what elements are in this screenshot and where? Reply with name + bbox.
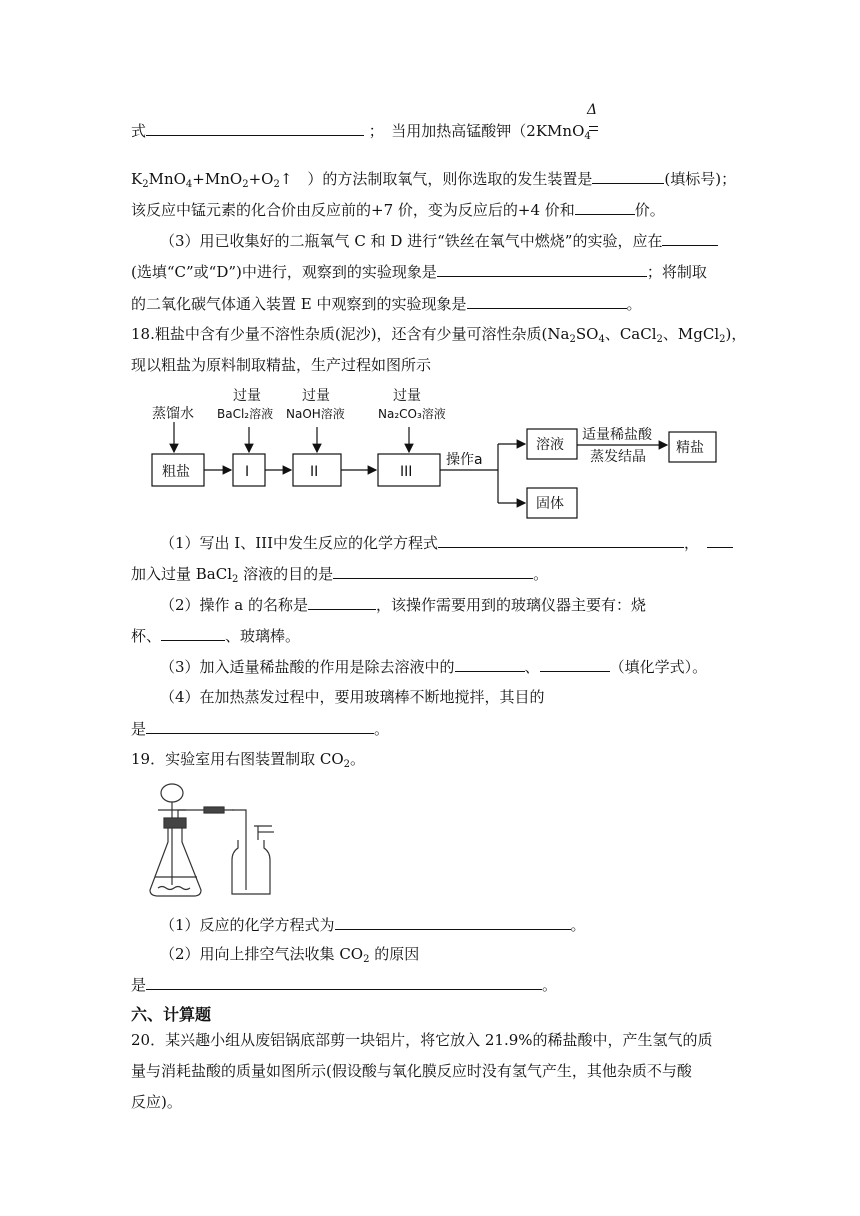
- evaporation-label: 蒸发结晶: [590, 449, 646, 465]
- funnel-bulb: [161, 784, 183, 802]
- answer-blank[interactable]: [437, 260, 647, 277]
- q20-line3: 反应)。: [131, 1093, 182, 1111]
- answer-blank[interactable]: [146, 119, 364, 136]
- q18-sub4: （4）在加热蒸发过程中，要用玻璃棒不断地搅拌，其目的: [160, 688, 545, 706]
- section-heading: 六、计算题: [131, 1005, 212, 1024]
- q17-line4: （3）用已收集好的二瓶氧气 C 和 D 进行“铁丝在氧气中燃烧”的实验，应在: [160, 229, 718, 252]
- q19-sub1: （1）反应的化学方程式为 。: [160, 913, 586, 936]
- salt-purification-flow-diagram: [130, 382, 730, 522]
- reagent1-qty: 过量: [233, 388, 261, 404]
- answer-blank[interactable]: [592, 167, 664, 184]
- acid-label: 适量稀盐酸: [582, 427, 652, 443]
- q18-sub2-line2: 杯、 、玻璃棒。: [131, 624, 300, 647]
- stopper: [164, 818, 186, 828]
- crude-salt-label: 粗盐: [162, 464, 190, 480]
- answer-blank[interactable]: [575, 198, 635, 215]
- step2-label: II: [310, 464, 319, 480]
- q18-sub1: （1）写出 I、III中发生反应的化学方程式 ，: [160, 531, 733, 554]
- delivery-tube: [178, 810, 246, 842]
- fine-salt-label: 精盐: [676, 440, 704, 456]
- q18-sub1-line2: 加入过量 BaCl$_2$ 溶液的目的是 。: [131, 562, 548, 591]
- answer-blank[interactable]: [333, 562, 533, 579]
- answer-blank[interactable]: [707, 531, 733, 548]
- rubber-connector: [204, 807, 224, 813]
- answer-blank[interactable]: [335, 913, 571, 930]
- step3-label: III: [400, 464, 413, 480]
- q18-sub2: （2）操作 a 的名称是 ，该操作需要用到的玻璃仪器主要有：烧: [160, 593, 646, 616]
- q19-sub2: （2）用向上排空气法收集 $CO_2$ 的原因: [160, 945, 420, 965]
- answer-blank[interactable]: [146, 717, 374, 734]
- q20-line1: 20．某兴趣小组从废铝锅底部剪一块铝片，将它放入 21.9%的稀盐酸中，产生氢气的质: [131, 1031, 713, 1049]
- answer-blank[interactable]: [161, 624, 225, 641]
- q18-title-line2: 现以粗盐为原料制取精盐，生产过程如图所示: [131, 356, 432, 374]
- reagent2-label: NaOH溶液: [286, 407, 345, 421]
- q18-sub3: （3）加入适量稀盐酸的作用是除去溶液中的 、 （填化学式）。: [160, 655, 707, 678]
- q19-title: 19．实验室用右图装置制取 $CO_2$。: [131, 750, 366, 770]
- step1-label: I: [245, 464, 250, 480]
- reagent2-qty: 过量: [302, 388, 330, 404]
- collecting-bottle: [232, 840, 270, 894]
- reaction-arrow-line: [589, 130, 598, 131]
- q17-line2: $K_2MnO_4+MnO_2+O_2↑$ ）的方法制取氧气，则你选取的发生装置是 (填标号)；: [131, 167, 736, 196]
- q18-title: 18.粗盐中含有少量不溶性杂质(泥沙)，还含有少量可溶性杂质($Na_2SO_4$、CaCl$_2$、MgCl$_2$)，: [131, 325, 747, 345]
- answer-blank[interactable]: [467, 292, 627, 309]
- q17-line6: 的二氧化碳气体通入装置 E 中观察到的实验现象是 。: [131, 292, 642, 315]
- co2-apparatus-diagram: [146, 780, 286, 905]
- reaction-arrow-line: [589, 126, 598, 127]
- q17-line1: 式 ； 当用加热高锰酸钾（2KMnO$_4$: [131, 119, 591, 148]
- distilled-water-label: 蒸馏水: [152, 406, 194, 422]
- answer-blank[interactable]: [455, 655, 525, 672]
- q17-line3: 该反应中锰元素的化合价由反应前的+7 价，变为反应后的+4 价和 价。: [131, 198, 665, 221]
- reagent3-qty: 过量: [393, 388, 421, 404]
- reagent3-label: Na₂CO₃溶液: [378, 407, 446, 421]
- answer-blank[interactable]: [146, 973, 542, 990]
- answer-blank[interactable]: [438, 531, 684, 548]
- q19-sub2-line2: 是 。: [131, 973, 557, 996]
- solution-label: 溶液: [536, 437, 564, 453]
- q18-sub4-line2: 是 。: [131, 717, 389, 740]
- answer-blank[interactable]: [540, 655, 610, 672]
- q17-line5: (选填“C”或“D”)中进行，观察到的实验现象是 ；将制取: [131, 260, 707, 283]
- operation-a-label: 操作a: [446, 452, 483, 468]
- delta-symbol: Δ: [587, 102, 598, 118]
- conical-flask: [150, 828, 201, 896]
- answer-blank[interactable]: [662, 229, 718, 246]
- q20-line2: 量与消耗盐酸的质量如图所示(假设酸与氧化膜反应时没有氢气产生，其他杂质不与酸: [131, 1062, 692, 1080]
- solid-label: 固体: [536, 496, 564, 512]
- answer-blank[interactable]: [308, 593, 376, 610]
- reagent1-label: BaCl₂溶液: [217, 407, 274, 421]
